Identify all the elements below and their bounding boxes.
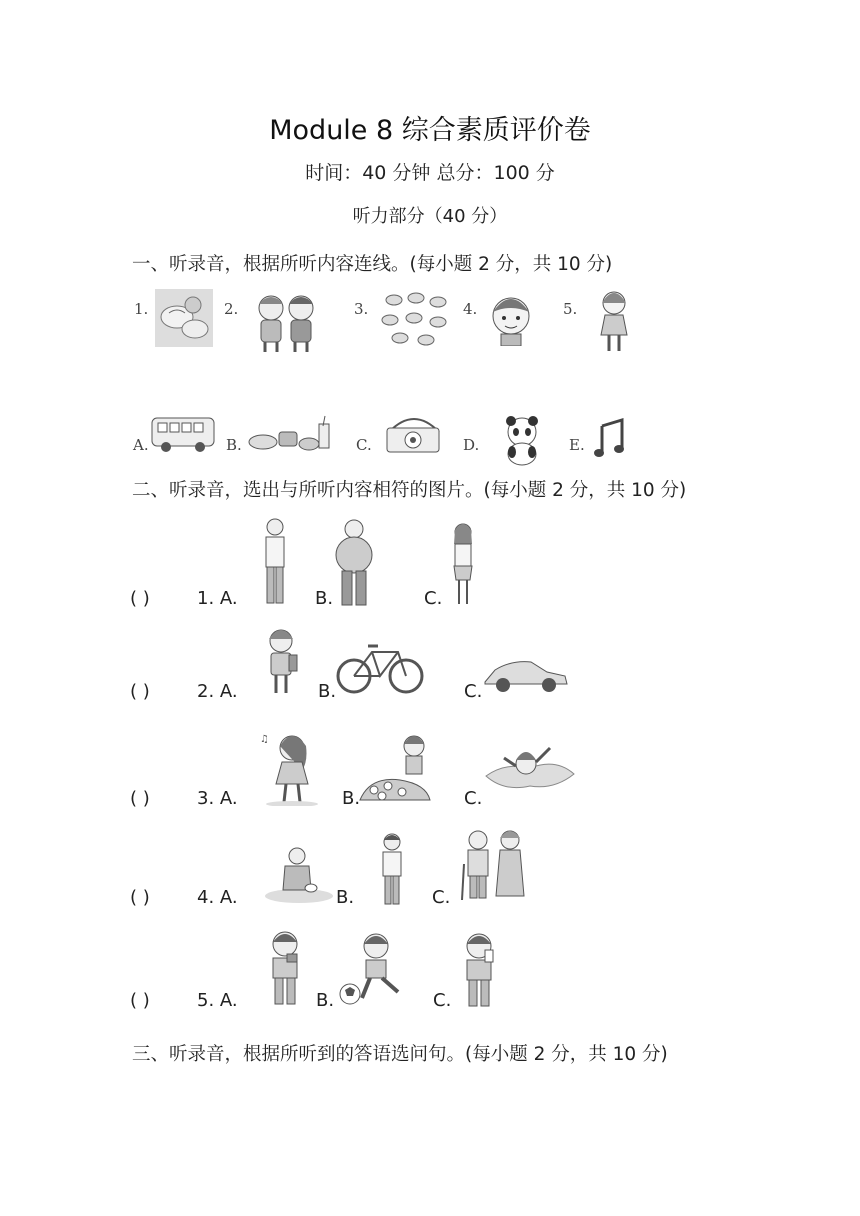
answer-blank[interactable]: ( ) xyxy=(130,588,150,609)
woman-standing-image xyxy=(448,522,478,606)
section3-heading: 三、听录音，根据所听到的答语选问句。(每小题 2 分，共 10 分) xyxy=(132,1044,668,1065)
answer-blank[interactable]: ( ) xyxy=(130,681,150,702)
answer-blank[interactable]: ( ) xyxy=(130,990,150,1011)
panda-image xyxy=(500,414,544,466)
girl-singing-image xyxy=(258,728,318,806)
section1-heading: 一、听录音，根据所听内容连线。(每小题 2 分，共 10 分) xyxy=(132,254,613,275)
grandpa-sitting-image xyxy=(263,846,335,904)
food-plate-image xyxy=(155,289,213,347)
option-c-label: C. xyxy=(424,588,443,609)
food-items-image xyxy=(247,412,333,454)
girl-swimming-image xyxy=(484,740,576,792)
car-image xyxy=(481,658,571,694)
boy-eating-image xyxy=(265,930,307,1006)
option-b-label: B. xyxy=(336,887,355,908)
option-b-label: B. xyxy=(316,990,335,1011)
bus-image xyxy=(150,414,218,454)
page-title: Module 8 综合素质评价卷 xyxy=(269,115,591,146)
fat-man-image xyxy=(332,519,376,607)
fish-group-image xyxy=(380,290,452,348)
match-letter-A: A. xyxy=(133,436,149,454)
match-letter-D: D. xyxy=(463,436,480,454)
option-c-label: C. xyxy=(464,788,483,809)
young-man-image xyxy=(377,832,407,906)
question-number: 2. A. xyxy=(197,681,238,702)
two-boys-image xyxy=(253,292,321,352)
question-number: 5. A. xyxy=(197,990,238,1011)
question-number: 3. A. xyxy=(197,788,238,809)
grandparents-image xyxy=(458,828,532,902)
answer-blank[interactable]: ( ) xyxy=(130,887,150,908)
match-number-1: 1. xyxy=(134,300,149,318)
match-letter-B: B. xyxy=(226,436,242,454)
boy-drinking-image xyxy=(459,932,501,1008)
section2-heading: 二、听录音，选出与所听内容相符的图片。(每小题 2 分，共 10 分) xyxy=(132,480,687,501)
option-b-label: B. xyxy=(342,788,361,809)
option-c-label: C. xyxy=(432,887,451,908)
camera-image xyxy=(383,408,445,454)
match-letter-E: E. xyxy=(569,436,585,454)
exam-time-score: 时间：40 分钟 总分：100 分 xyxy=(305,162,555,184)
option-b-label: B. xyxy=(318,681,337,702)
question-number: 1. A. xyxy=(197,588,238,609)
match-letter-C: C. xyxy=(356,436,372,454)
question-number: 4. A. xyxy=(197,887,238,908)
boy-face-image xyxy=(487,290,535,346)
girl-backpack-image xyxy=(261,627,301,697)
music-note-icon xyxy=(594,416,628,460)
answer-blank[interactable]: ( ) xyxy=(130,788,150,809)
part-label: 听力部分（40 分） xyxy=(352,206,508,227)
match-number-2: 2. xyxy=(224,300,239,318)
option-c-label: C. xyxy=(464,681,483,702)
bicycle-image xyxy=(336,638,424,696)
match-number-4: 4. xyxy=(463,300,478,318)
girl-watering-flowers-image xyxy=(356,730,440,806)
svg-text:♫: ♫ xyxy=(260,734,269,745)
man-standing-image xyxy=(258,517,292,607)
girl-standing-image xyxy=(597,289,631,355)
option-c-label: C. xyxy=(433,990,452,1011)
boy-football-image xyxy=(338,932,408,1006)
match-number-5: 5. xyxy=(563,300,578,318)
match-number-3: 3. xyxy=(354,300,369,318)
option-b-label: B. xyxy=(315,588,334,609)
